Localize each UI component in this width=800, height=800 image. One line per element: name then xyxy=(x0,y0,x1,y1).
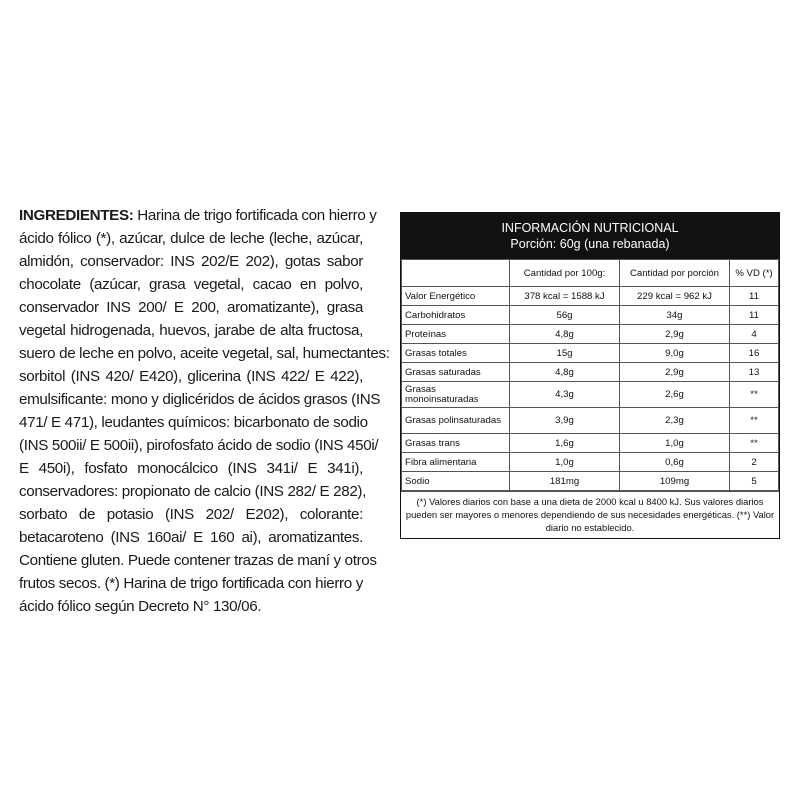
nutrient-name: Grasas totales xyxy=(402,344,510,363)
value-daily-percent: 13 xyxy=(730,363,779,382)
nutrition-portion: Porción: 60g (una rebanada) xyxy=(510,237,670,251)
ingredients-line: Contiene gluten. Puede contener trazas de maní y otros xyxy=(19,552,377,569)
nutrition-footnote: (*) Valores diarios con base a una dieta de 2000 kcal u 8400 kJ. Sus valores diarios pueden ser mayores o menores dependiendo de sus necesidades energéticas. (**) Valor diario no establecido. xyxy=(401,491,779,538)
value-daily-percent: 5 xyxy=(730,472,779,491)
value-per-100g: 181mg xyxy=(510,472,620,491)
nutrient-name: Grasas saturadas xyxy=(402,363,510,382)
nutrient-name: Grasas polinsaturadas xyxy=(402,408,510,434)
ingredients-label: INGREDIENTES: xyxy=(19,207,134,224)
header-daily-value: % VD (*) xyxy=(730,260,779,287)
value-per-portion: 2,3g xyxy=(620,408,730,434)
value-per-portion: 229 kcal = 962 kJ xyxy=(620,287,730,306)
value-per-100g: 378 kcal = 1588 kJ xyxy=(510,287,620,306)
ingredients-line: vegetal hidrogenada, huevos, jarabe de alta fructosa, xyxy=(19,322,363,339)
value-per-100g: 4,8g xyxy=(510,363,620,382)
value-per-100g: 4,3g xyxy=(510,382,620,408)
ingredients-line: betacaroteno (INS 160ai/ E 160 ai), aromatizantes. xyxy=(19,529,363,546)
value-per-100g: 1,6g xyxy=(510,434,620,453)
value-per-100g: 1,0g xyxy=(510,453,620,472)
header-per-portion: Cantidad por porción xyxy=(620,260,730,287)
ingredients-line: frutos secos. (*) Harina de trigo fortificada con hierro y xyxy=(19,575,363,592)
nutrition-row xyxy=(402,382,779,408)
value-per-portion: 2,6g xyxy=(620,382,730,408)
ingredients-line: ácido fólico según Decreto N° 130/06. xyxy=(19,598,262,615)
ingredients-lines xyxy=(19,204,390,618)
value-per-100g: 56g xyxy=(510,306,620,325)
ingredients-line: E 450i), fosfato monocálcico (INS 341i/ E 341i), xyxy=(19,460,363,477)
nutrition-row xyxy=(402,363,779,382)
ingredients-line: conservadores: propionato de calcio (INS 282/ E 282), xyxy=(19,483,367,500)
value-per-100g: 15g xyxy=(510,344,620,363)
value-daily-percent: 11 xyxy=(730,287,779,306)
value-per-portion: 2,9g xyxy=(620,325,730,344)
nutrition-row xyxy=(402,434,779,453)
value-daily-percent: 11 xyxy=(730,306,779,325)
value-per-portion: 109mg xyxy=(620,472,730,491)
value-per-portion: 9,0g xyxy=(620,344,730,363)
ingredients-line: (INS 500ii/ E 500ii), pirofosfato ácido de sodio (INS 450i/ xyxy=(19,437,379,454)
ingredients-line: sorbitol (INS 420/ E420), glicerina (INS 422/ E 422), xyxy=(19,368,363,385)
nutrition-row xyxy=(402,325,779,344)
nutrition-row xyxy=(402,453,779,472)
nutrition-rows xyxy=(402,287,779,491)
header-nutrient xyxy=(402,260,510,287)
ingredients-line xyxy=(19,204,377,227)
ingredients-line: 471/ E 471), leudantes químicos: bicarbonato de sodio xyxy=(19,414,368,431)
value-per-portion: 1,0g xyxy=(620,434,730,453)
nutrition-header-row xyxy=(402,260,779,287)
value-per-100g: 4,8g xyxy=(510,325,620,344)
nutrient-name: Grasas trans xyxy=(402,434,510,453)
nutrient-name: Grasas monoinsaturadas xyxy=(402,382,510,408)
ingredients-line: sorbato de potasio (INS 202/ E202), colorante: xyxy=(19,506,363,523)
value-per-100g: 3,9g xyxy=(510,408,620,434)
value-daily-percent: 16 xyxy=(730,344,779,363)
nutrition-row xyxy=(402,408,779,434)
nutrition-row xyxy=(402,344,779,363)
nutrient-name: Sodio xyxy=(402,472,510,491)
value-daily-percent: ** xyxy=(730,408,779,434)
nutrition-row xyxy=(402,306,779,325)
ingredients-line: almidón, conservador: INS 202/E 202), gotas sabor xyxy=(19,253,363,270)
nutrition-facts-table xyxy=(400,212,780,539)
value-per-portion: 2,9g xyxy=(620,363,730,382)
value-daily-percent: 4 xyxy=(730,325,779,344)
nutrient-name: Proteínas xyxy=(402,325,510,344)
ingredients-line: chocolate (azúcar, grasa vegetal, cacao en polvo, xyxy=(19,276,363,293)
header-per-100g: Cantidad por 100g: xyxy=(510,260,620,287)
value-daily-percent: ** xyxy=(730,382,779,408)
value-per-portion: 34g xyxy=(620,306,730,325)
ingredients-text xyxy=(19,204,390,618)
nutrient-name: Fibra alimentaria xyxy=(402,453,510,472)
nutrition-grid xyxy=(401,259,779,491)
value-daily-percent: 2 xyxy=(730,453,779,472)
nutrient-name: Valor Energético xyxy=(402,287,510,306)
ingredients-line: conservador INS 200/ E 200, aromatizante), grasa xyxy=(19,299,363,316)
nutrition-row xyxy=(402,287,779,306)
nutrition-header xyxy=(401,213,779,259)
ingredients-line: emulsificante: mono y diglicéridos de ácidos grasos (INS xyxy=(19,391,381,408)
ingredients-line-text: Harina de trigo fortificada con hierro y xyxy=(133,207,377,224)
value-per-portion: 0,6g xyxy=(620,453,730,472)
ingredients-line: ácido fólico (*), azúcar, dulce de leche (leche, azúcar, xyxy=(19,230,363,247)
ingredients-line: suero de leche en polvo, aceite vegetal, sal, humectantes: xyxy=(19,345,390,362)
nutrition-row xyxy=(402,472,779,491)
nutrient-name: Carbohidratos xyxy=(402,306,510,325)
nutrition-title: INFORMACIÓN NUTRICIONAL xyxy=(501,221,679,235)
value-daily-percent: ** xyxy=(730,434,779,453)
